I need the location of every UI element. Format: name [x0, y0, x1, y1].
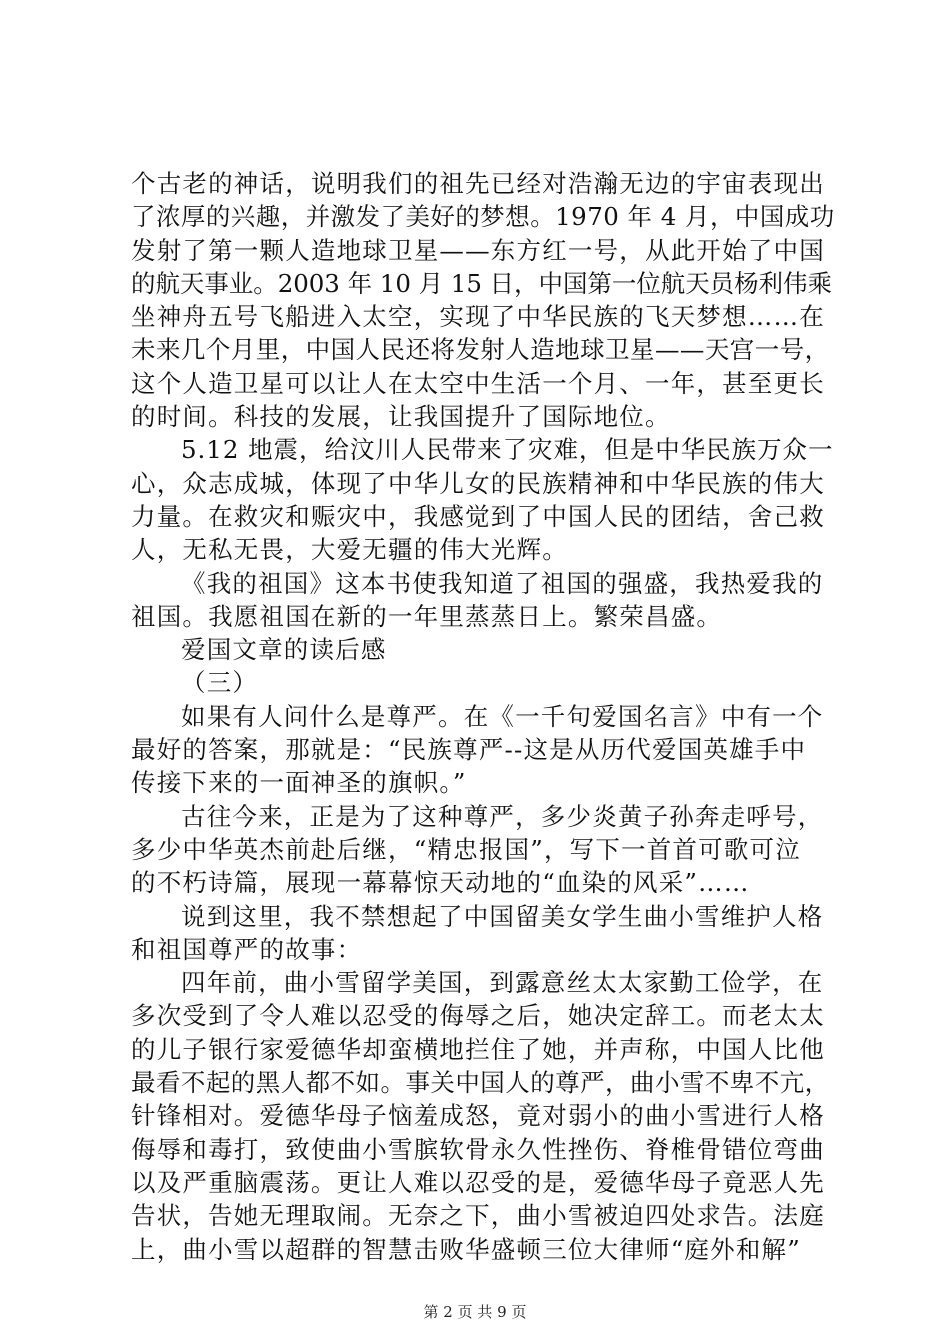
text-line: 上，曲小雪以超群的智慧击败华盛顿三位大律师“庭外和解”	[131, 1234, 801, 1264]
text-line: 传接下来的一面神圣的旗帜。”	[131, 768, 467, 798]
text-line: 和祖国尊严的故事：	[131, 934, 363, 964]
text-line: 心，众志成城，体现了中华儿女的民族精神和中华民族的伟大	[131, 468, 825, 498]
text-line: 的儿子银行家爱德华却蛮横地拦住了她，并声称，中国人比他	[131, 1034, 825, 1064]
section-heading: 爱国文章的读后感	[181, 635, 387, 665]
text-line: 最看不起的黑人都不如。事关中国人的尊严，曲小雪不卑不亢，	[131, 1068, 830, 1098]
text-line: 《我的祖国》这本书使我知道了祖国的强盛，我热爱我的	[181, 568, 824, 598]
text-line: 古往今来，正是为了这种尊严，多少炎黄子孙奔走呼号，	[181, 801, 824, 831]
text-line: 多次受到了令人难以忍受的侮辱之后，她决定辞工。而老太太	[131, 1001, 825, 1031]
text-line: 四年前，曲小雪留学美国，到露意丝太太家勤工俭学，在	[181, 968, 824, 998]
text-line: 未来几个月里，中国人民还将发射人造地球卫星——天宫一号，	[131, 335, 830, 365]
text-line: 多少中华英杰前赴后继，“精忠报国”，写下一首首可歌可泣	[131, 834, 801, 864]
text-line: 针锋相对。爱德华母子恼羞成怒，竟对弱小的曲小雪进行人格	[131, 1101, 825, 1131]
text-line: 人，无私无畏，大爱无疆的伟大光辉。	[131, 535, 568, 565]
text-line: 的航天事业。2003 年 10 月 15 日，中国第一位航天员杨利伟乘	[131, 268, 832, 298]
text-line: 侮辱和毒打，致使曲小雪膑软骨永久性挫伤、脊椎骨错位弯曲	[131, 1134, 825, 1164]
text-line: 以及严重脑震荡。更让人难以忍受的是，爱德华母子竟恶人先	[131, 1167, 825, 1197]
text-line: 告状，告她无理取闹。无奈之下，曲小雪被迫四处求告。法庭	[131, 1201, 825, 1231]
text-line: 这个人造卫星可以让人在太空中生活一个月、一年，甚至更长	[131, 368, 825, 398]
text-line: 坐神舟五号飞船进入太空，实现了中华民族的飞天梦想……在	[131, 302, 825, 332]
text-line: 说到这里，我不禁想起了中国留美女学生曲小雪维护人格	[181, 901, 824, 931]
text-line: 最好的答案，那就是：“民族尊严--这是从历代爱国英雄手中	[131, 735, 807, 765]
section-number: （三）	[181, 668, 259, 698]
text-line: 的时间。科技的发展，让我国提升了国际地位。	[131, 402, 671, 432]
text-line: 的不朽诗篇，展现一幕幕惊天动地的“血染的风采”……	[131, 868, 750, 898]
page-footer: 第 2 页 共 9 页	[423, 1303, 527, 1321]
text-line: 力量。在救灾和赈灾中，我感觉到了中国人民的团结，舍己救	[131, 501, 825, 531]
text-line: 了浓厚的兴趣，并激发了美好的梦想。1970 年 4 月，中国成功	[131, 202, 835, 232]
body-text	[131, 167, 835, 1266]
text-line: 5.12 地震，给汶川人民带来了灾难，但是中华民族万众一	[181, 435, 834, 465]
text-line: 如果有人问什么是尊严。在《一千句爱国名言》中有一个	[181, 701, 824, 731]
text-line: 个古老的神话，说明我们的祖先已经对浩瀚无边的宇宙表现出	[131, 169, 825, 198]
text-line: 祖国。我愿祖国在新的一年里蒸蒸日上。繁荣昌盛。	[131, 601, 723, 631]
text-line: 发射了第一颗人造地球卫星——东方红一号，从此开始了中国	[131, 235, 825, 265]
